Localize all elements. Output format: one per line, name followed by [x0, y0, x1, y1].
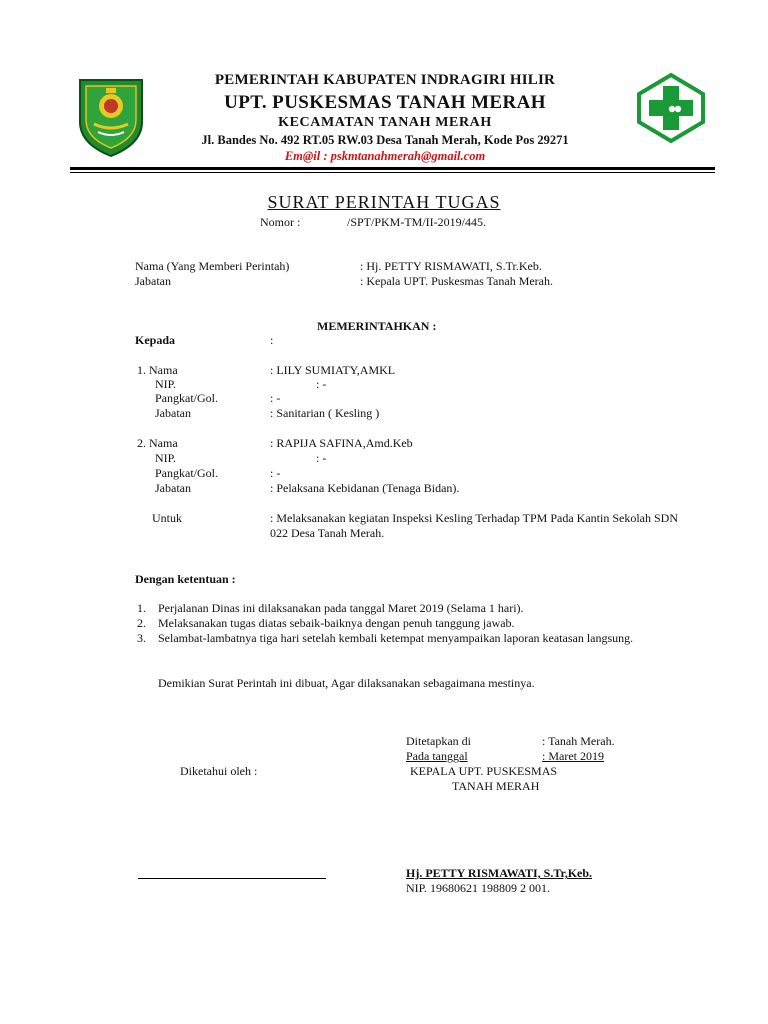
term-3-number: 3.	[137, 631, 146, 645]
giver-name-value: : Hj. PETTY RISMAWATI, S.Tr.Keb.	[360, 259, 542, 273]
assignee-2-name-value: : RAPIJA SAFINA,Amd.Keb	[270, 436, 413, 450]
purpose-value: : Melaksanakan kegiatan Inspeksi Kesling Terhadap TPM Pada Kantin Sekolah SDN 022 Desa Tanah Merah.	[270, 511, 678, 540]
term-2-text: Melaksanakan tugas diatas sebaik-baiknya dengan penuh tanggung jawab.	[158, 616, 515, 630]
assignee-1-rank-label: Pangkat/Gol.	[155, 391, 218, 405]
nomor-label: Nomor :	[260, 215, 301, 229]
letterhead-address: Jl. Bandes No. 492 RT.05 RW.03 Desa Tanah Merah, Kode Pos 29271	[201, 133, 569, 147]
signer-name: Hj. PETTY RISMAWATI, S.Tr,Keb.	[406, 866, 593, 880]
kepada-colon: :	[270, 333, 274, 347]
terms-heading: Dengan ketentuan :	[135, 572, 236, 586]
closing-statement: Demikian Surat Perintah ini dibuat, Agar dilaksanakan sebagaimana mestinya.	[158, 676, 535, 690]
office-line-1: KEPALA UPT. PUSKESMAS	[410, 764, 558, 778]
term-3-text: Selambat-lambatnya tiga hari setelah kembali ketempat menyampaikan laporan keatasan langsung.	[158, 631, 634, 645]
signer-nip: NIP. 19680621 198809 2 001.	[406, 881, 551, 895]
letterhead-district: KECAMATAN TANAH MERAH	[278, 115, 492, 130]
assignee-2-job-value: : Pelaksana Kebidanan (Tenaga Bidan).	[270, 481, 460, 495]
assignee-1-name-label: 1. Nama	[137, 363, 178, 377]
assignee-1-nip-label: NIP.	[155, 377, 177, 391]
assignee-1-name-value: : LILY SUMIATY,AMKL	[270, 363, 396, 377]
date-value: : Maret 2019	[542, 749, 604, 763]
known-by-label: Diketahui oleh :	[180, 764, 258, 778]
place-value: : Tanah Merah.	[542, 734, 615, 748]
purpose-label: Untuk	[152, 511, 182, 525]
document-title: SURAT PERINTAH TUGAS	[267, 192, 501, 212]
assignee-1-nip-value: : -	[316, 377, 327, 391]
regency-coat-of-arms-icon	[76, 76, 146, 158]
letterhead-divider-thin	[70, 172, 715, 173]
letterhead-email: Em@il : pskmtanahmerah@gmail.com	[284, 149, 486, 163]
assignee-1-rank-value: : -	[270, 391, 281, 405]
assignee-2-rank-label: Pangkat/Gol.	[155, 466, 218, 480]
term-1-text: Perjalanan Dinas ini dilaksanakan pada tanggal Maret 2019 (Selama 1 hari).	[158, 601, 524, 615]
term-1-number: 1.	[137, 601, 146, 615]
giver-position-value: : Kepala UPT. Puskesmas Tanah Merah.	[360, 274, 554, 288]
kepada-label: Kepada	[135, 333, 176, 347]
order-heading: MEMERINTAHKAN :	[317, 319, 437, 333]
giver-position-label: Jabatan	[135, 274, 171, 288]
letterhead-institution: UPT. PUSKESMAS TANAH MERAH	[224, 92, 546, 113]
office-line-2: TANAH MERAH	[452, 779, 540, 793]
assignee-1-job-value: : Sanitarian ( Kesling )	[270, 406, 380, 420]
assignee-2-nip-value: : -	[316, 451, 327, 465]
assignee-2-nip-label: NIP.	[155, 451, 177, 465]
date-label: Pada tanggal	[406, 749, 468, 763]
assignee-2-rank-value: : -	[270, 466, 281, 480]
nomor-value: /SPT/PKM-TM/II-2019/445.	[347, 215, 487, 229]
assignee-2-name-label: 2. Nama	[137, 436, 178, 450]
term-2-number: 2.	[137, 616, 146, 630]
assignee-1-job-label: Jabatan	[155, 406, 191, 420]
letterhead-divider-thick	[70, 167, 715, 170]
giver-name-label: Nama (Yang Memberi Perintah)	[135, 259, 290, 273]
letterhead-government: PEMERINTAH KABUPATEN INDRAGIRI HILIR	[214, 72, 556, 88]
place-label: Ditetapkan di	[406, 734, 471, 748]
known-by-signature-line	[138, 878, 326, 879]
assignee-2-job-label: Jabatan	[155, 481, 191, 495]
puskesmas-cross-icon	[636, 72, 706, 144]
